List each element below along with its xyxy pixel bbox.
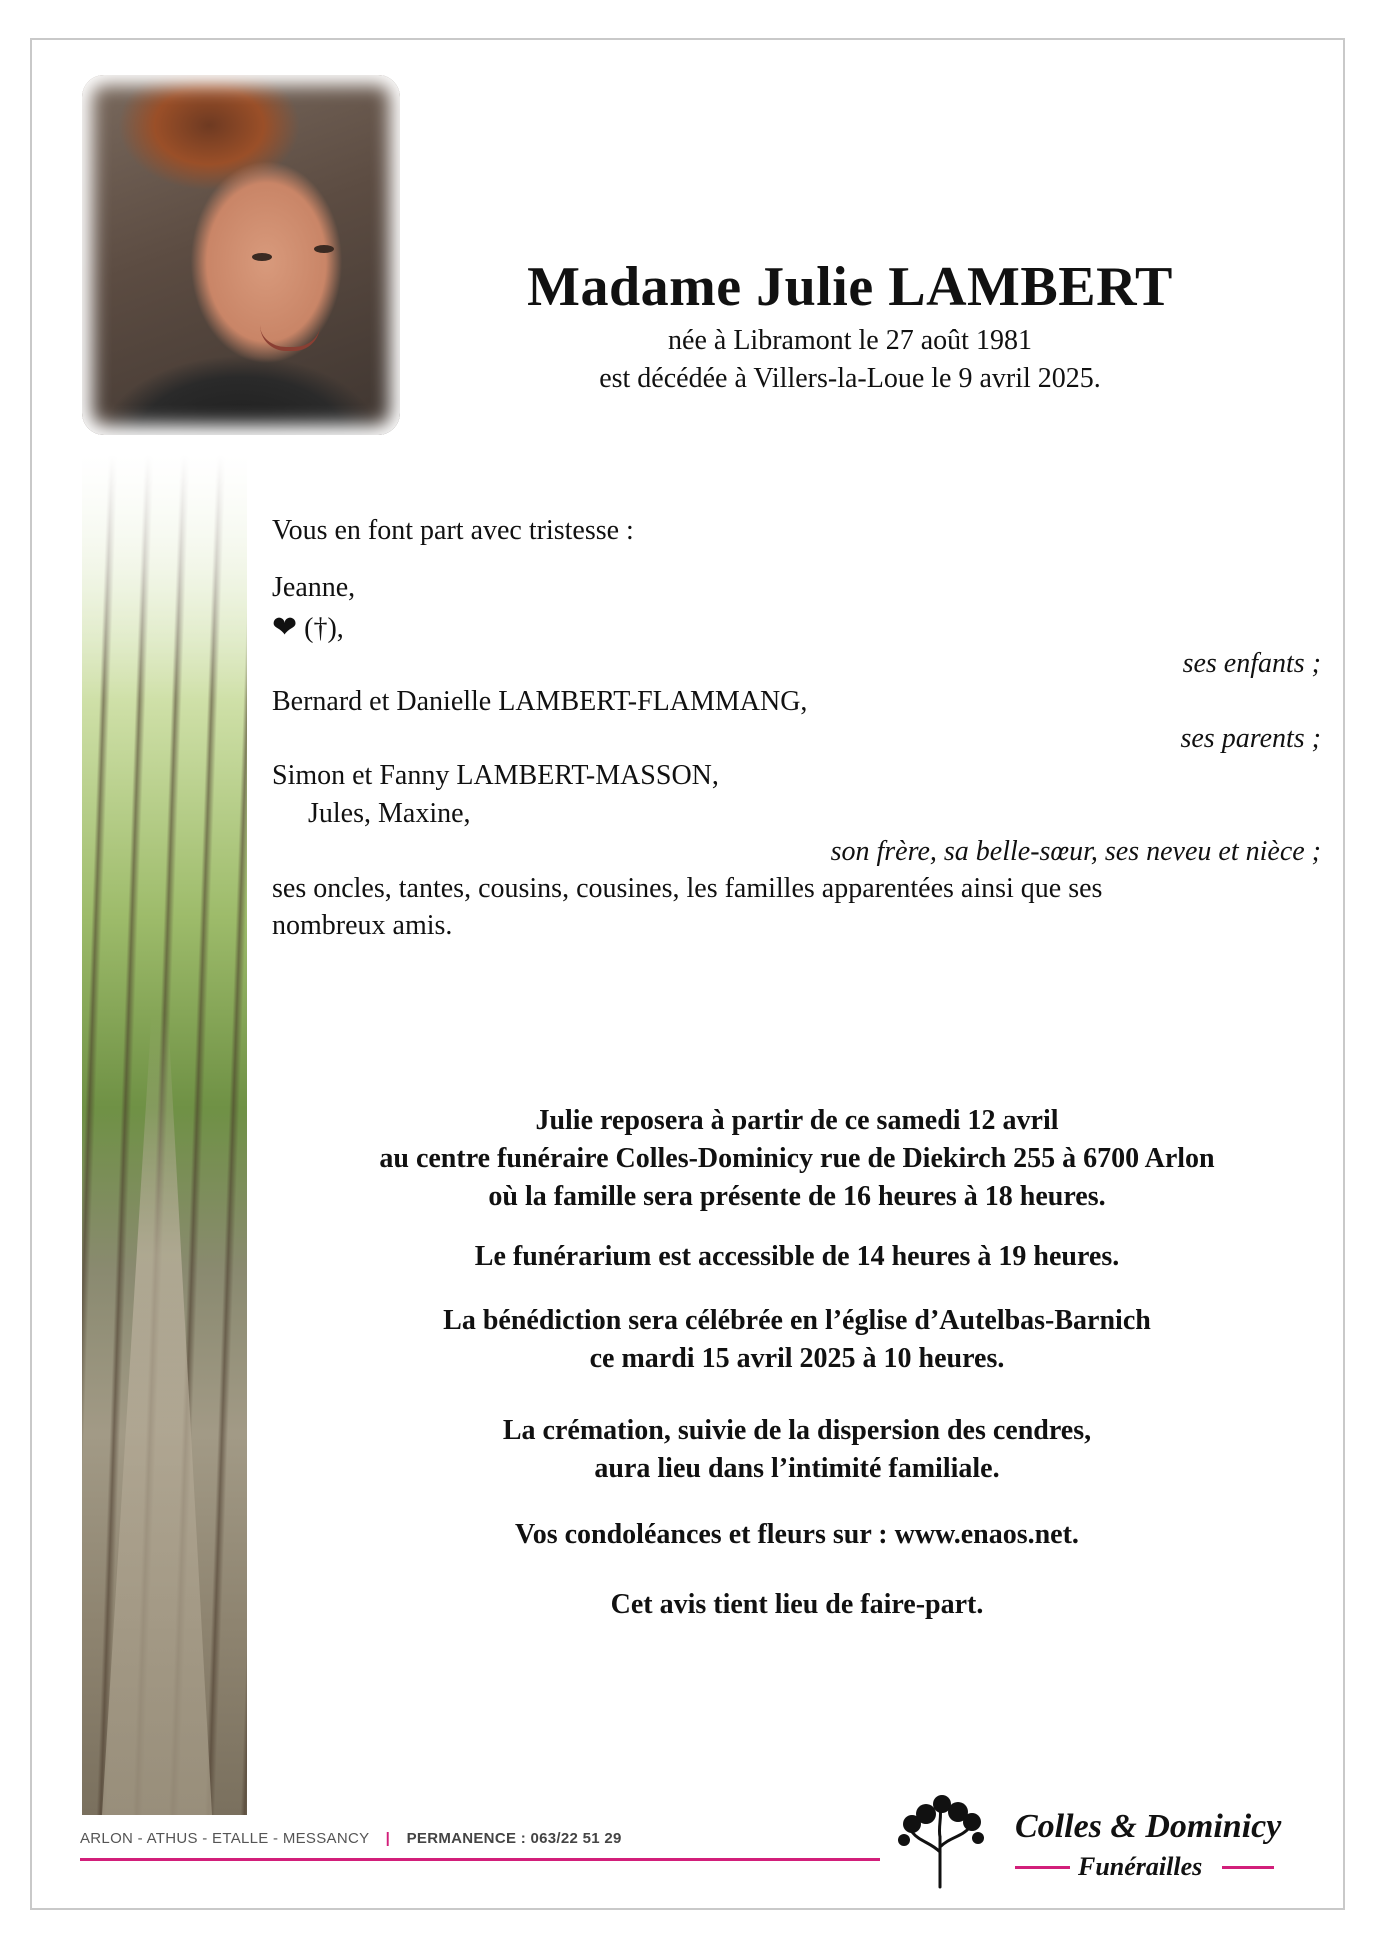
company-logo-name: Colles & Dominicy	[1015, 1808, 1282, 1845]
others-line-1: ses oncles, tantes, cousins, cousines, les familles apparentées ainsi que ses	[272, 873, 1103, 904]
photo-eye-left	[252, 253, 272, 261]
footer-contact	[80, 1830, 622, 1847]
parents-role: ses parents ;	[1180, 723, 1321, 754]
portrait-photo	[82, 75, 400, 435]
children-role: ses enfants ;	[1182, 648, 1321, 679]
forest-path-image	[82, 455, 247, 1815]
sibling-role: son frère, sa belle-sœur, ses neveu et nièce ;	[830, 836, 1321, 867]
birth-line: née à Libramont le 27 août 1981	[668, 325, 1032, 356]
footer-separator: |	[385, 1830, 391, 1847]
forest-path	[102, 1015, 212, 1815]
photo-eye-right	[314, 245, 334, 253]
death-line: est décédée à Villers-la-Loue le 9 avril 2025.	[599, 363, 1101, 394]
nephews-line: Jules, Maxine,	[308, 798, 471, 829]
logo-accent-line-left	[1015, 1866, 1070, 1869]
photo-smile	[260, 325, 320, 351]
tree-logo-icon	[890, 1792, 990, 1892]
deceased-name: Madame Julie LAMBERT	[527, 256, 1173, 318]
blessing-line-2: ce mardi 15 avril 2025 à 10 heures.	[589, 1343, 1005, 1374]
blessing-line-1: La bénédiction sera célébrée en l’église d’Autelbas-Barnich	[443, 1305, 1151, 1336]
footer-locations: ARLON - ATHUS - ETALLE - MESSANCY	[80, 1830, 370, 1847]
blessing-info	[272, 1302, 1322, 1378]
cremation-line-2: aura lieu dans l’intimité familiale.	[594, 1453, 1000, 1484]
rest-line-3: où la famille sera présente de 16 heures à 18 heures.	[488, 1181, 1106, 1212]
rest-info	[272, 1102, 1322, 1216]
footer-permanence: PERMANENCE : 063/22 51 29	[406, 1830, 622, 1847]
company-logo-sub: Funérailles	[1078, 1852, 1203, 1881]
heart-icon: ❤	[272, 611, 298, 644]
footer-accent-line	[80, 1858, 880, 1861]
cremation-info	[272, 1412, 1322, 1488]
parents-line: Bernard et Danielle LAMBERT-FLAMMANG,	[272, 686, 808, 717]
access-info: Le funérarium est accessible de 14 heures à 19 heures.	[474, 1241, 1120, 1272]
family-child-1: Jeanne,	[272, 572, 356, 603]
others-line-2: nombreux amis.	[272, 910, 453, 941]
logo-accent-line-right	[1222, 1866, 1274, 1869]
family-intro: Vous en font part avec tristesse :	[272, 515, 634, 546]
family-child-2-symbols: (†),	[304, 613, 344, 644]
family-child-2	[272, 610, 344, 645]
notice-info: Cet avis tient lieu de faire-part.	[610, 1589, 984, 1620]
rest-line-2: au centre funéraire Colles-Dominicy rue de Diekirch 255 à 6700 Arlon	[379, 1143, 1215, 1174]
condolences-info: Vos condoléances et fleurs sur : www.enaos.net.	[515, 1519, 1079, 1550]
cremation-line-1: La crémation, suivie de la dispersion des cendres,	[502, 1415, 1092, 1446]
sibling-line: Simon et Fanny LAMBERT-MASSON,	[272, 760, 719, 791]
rest-line-1: Julie reposera à partir de ce samedi 12 avril	[535, 1105, 1059, 1136]
